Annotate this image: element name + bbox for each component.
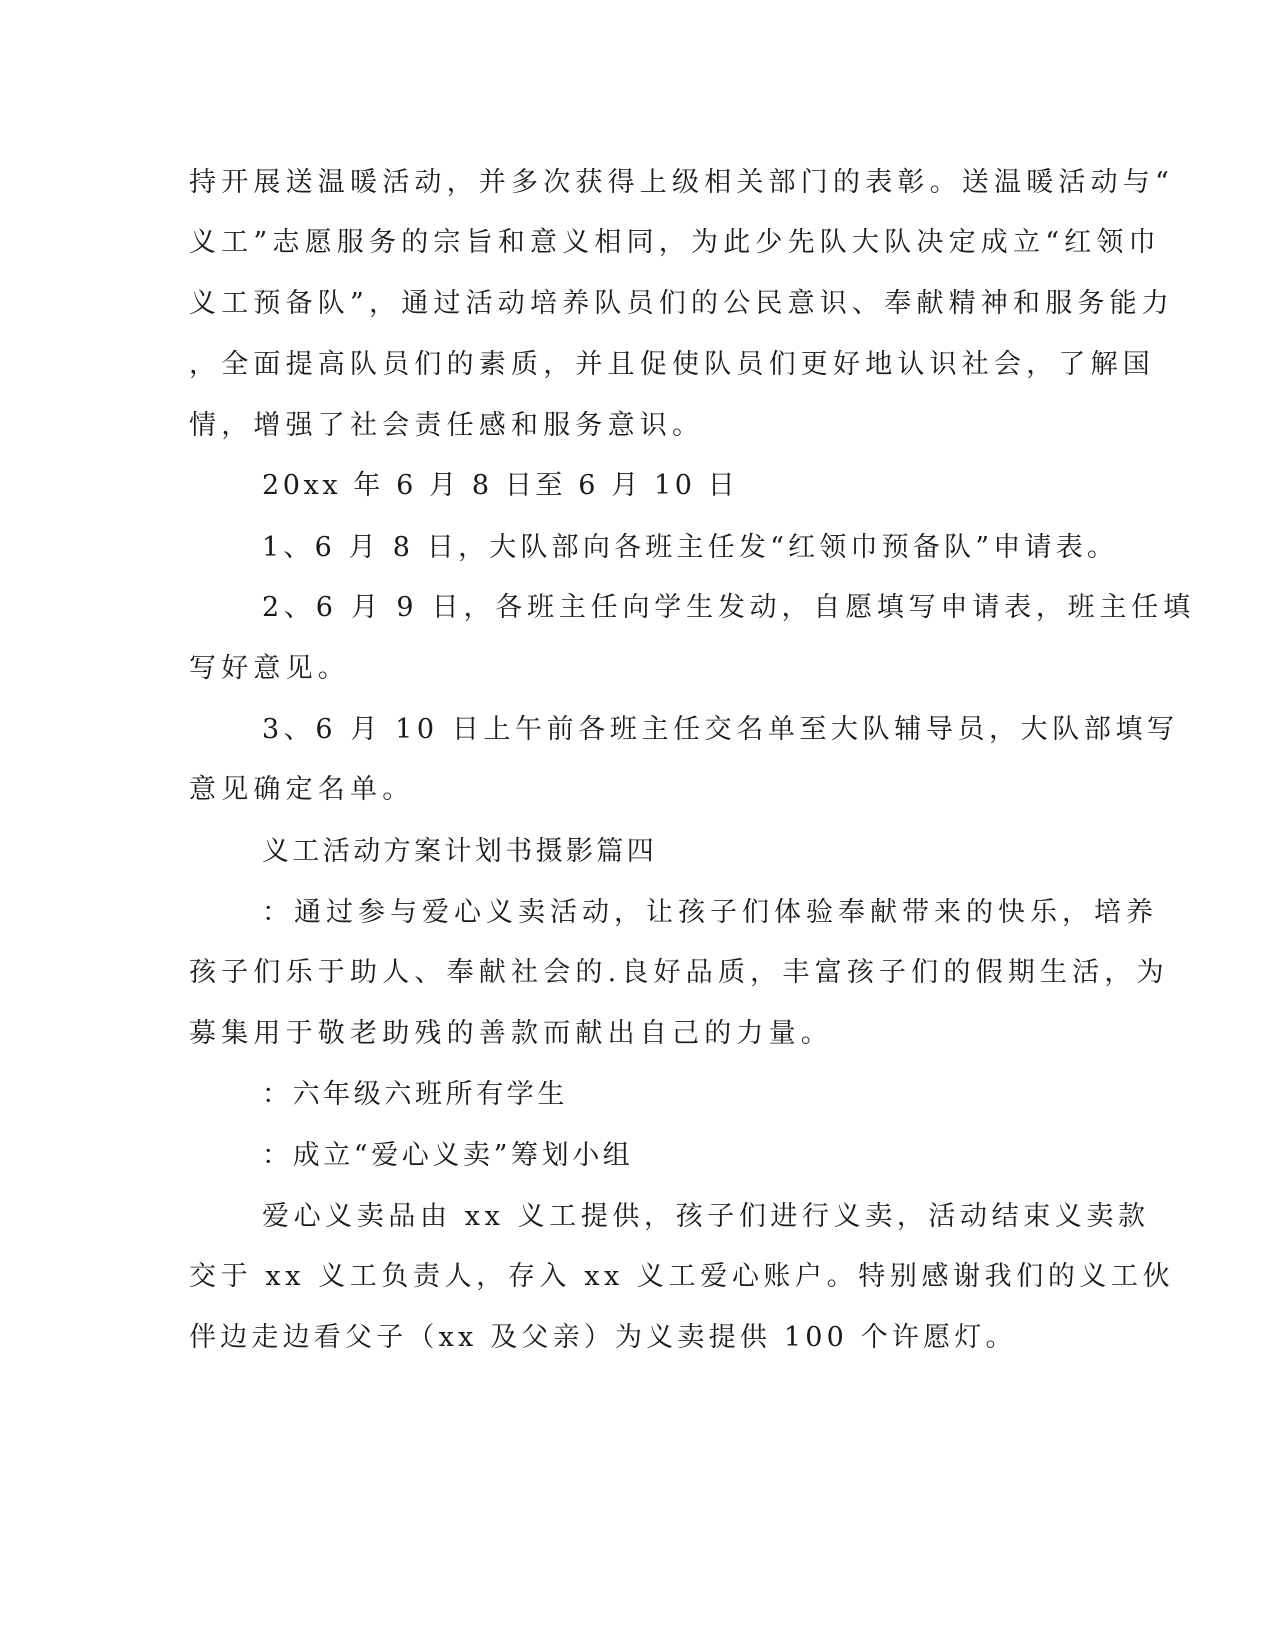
paragraph-line: ，全面提高队员们的素质，并且促使队员们更好地认识社会，了解国 [189, 349, 1155, 380]
activity-continuation: 交于 xx 义工负责人，存入 xx 义工爱心账户。特别感谢我们的义工伙 [189, 1261, 1175, 1292]
preparation-line: ：成立“爱心义卖”筹划小组 [262, 1140, 634, 1171]
activity-continuation: 伴边走边看父子（xx 及父亲）为义卖提供 100 个许愿灯。 [189, 1322, 1017, 1353]
paragraph-line: 持开展送温暖活动，并多次获得上级相关部门的表彰。送温暖活动与“ [189, 167, 1175, 198]
participants-line: ：六年级六班所有学生 [262, 1079, 568, 1110]
purpose-line: ：通过参与爱心义卖活动，让孩子们体验奉献带来的快乐，培养 [262, 897, 1158, 928]
activity-line: 爱心义卖品由 xx 义工提供，孩子们进行义卖，活动结束义卖款 [262, 1201, 1150, 1232]
purpose-continuation: 募集用于敬老助残的善款而献出自己的力量。 [189, 1018, 833, 1049]
date-range-line: 20xx 年 6 月 8 日至 6 月 10 日 [262, 470, 739, 501]
step-3-line: 3、6 月 10 日上午前各班主任交名单至大队辅导员，大队部填写 [262, 714, 1179, 745]
step-3-continuation: 意见确定名单。 [189, 774, 415, 805]
step-2-line: 2、6 月 9 日，各班主任向学生发动，自愿填写申请表，班主任填 [262, 592, 1195, 623]
paragraph-line: 义工预备队”，通过活动培养队员们的公民意识、奉献精神和服务能力 [189, 288, 1175, 319]
paragraph-line: 情，增强了社会责任感和服务意识。 [189, 410, 705, 441]
step-1-line: 1、6 月 8 日，大队部向各班主任发“红领巾预备队”申请表。 [262, 532, 1119, 563]
purpose-continuation: 孩子们乐于助人、奉献社会的.良好品质，丰富孩子们的假期生活，为 [189, 957, 1169, 988]
paragraph-line: 义工”志愿服务的宗旨和意义相同，为此少先队大队决定成立“红领巾 [189, 227, 1161, 258]
step-2-continuation: 写好意见。 [189, 653, 350, 684]
section-heading: 义工活动方案计划书摄影篇四 [262, 836, 658, 867]
